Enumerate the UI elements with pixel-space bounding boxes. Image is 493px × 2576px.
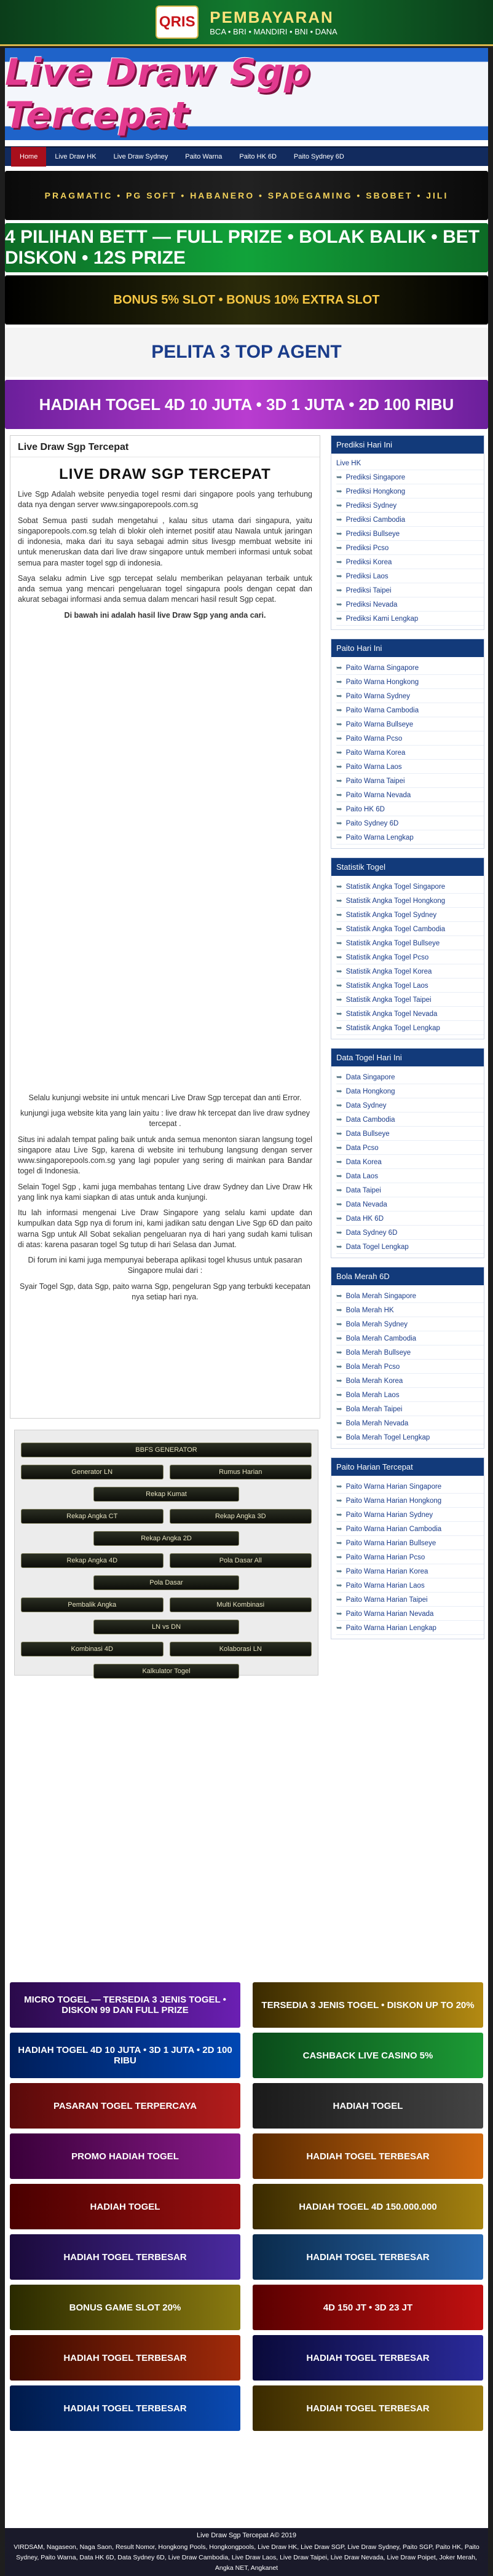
sidebar-link[interactable]: ➥ Data HK 6D [336,1211,484,1226]
bullet-icon: ➥ [336,1554,342,1561]
bullet-icon: ➥ [336,1377,342,1385]
sidebar-link[interactable]: ➥ Prediksi Cambodia [336,513,484,527]
sidebar-link[interactable]: ➥ Data Korea [336,1155,484,1169]
bullet-icon: ➥ [336,1483,342,1491]
article-p10: Di forum ini kami juga mempunyai beberapa aplikasi togel khusus untuk pasaran Singapore mulai dari : [28,1256,302,1275]
sidebar-link[interactable]: ➥ Paito Warna Harian Nevada [336,1607,484,1621]
bullet-icon: ➥ [336,601,342,609]
sidebar-link[interactable]: ➥ Paito Warna Nevada [336,788,484,802]
main-nav [5,146,488,166]
bullet-icon: ➥ [336,912,342,919]
site-title[interactable]: Live Draw Sgp Tercepat [5,51,311,137]
nav-home[interactable]: Home [11,147,46,167]
sidebar-link[interactable]: ➥ Prediksi Singapore [336,470,484,484]
sidebar-link[interactable]: ➥ Data Hongkong [336,1084,484,1098]
bullet-icon: ➥ [336,778,342,785]
bullet-icon: ➥ [336,488,342,495]
promo-banner[interactable]: HADIAH TOGEL TERBESAR [10,2335,240,2381]
sidebar-link[interactable]: ➥ Prediksi Laos [336,569,484,583]
promo-banner[interactable]: TERSEDIA 3 JENIS TOGEL • DISKON UP TO 20% [253,1982,483,2028]
promo-banner[interactable]: HADIAH TOGEL TERBESAR [253,2385,483,2431]
bullet-icon: ➥ [336,1102,342,1109]
nav-paito-warna[interactable]: Paito Warna [185,153,223,160]
bullet-icon: ➥ [336,735,342,742]
rekap-2d-button[interactable]: Rekap Angka 2D [93,1531,239,1546]
sidebar-link[interactable]: ➥ Statistik Angka Togel Taipei [336,993,484,1007]
sidebar-link[interactable]: ➥ Data Taipei [336,1183,484,1197]
payment-banks: BCA • BRI • MANDIRI • BNI • DANA [210,27,337,36]
sidebar-link[interactable]: ➥ Bola Merah Korea [336,1374,484,1388]
article-p4: Di bawah ini adalah hasil live Draw Sgp yang anda cari. [64,610,266,620]
bullet-icon: ➥ [336,664,342,672]
sidebar-link[interactable]: ➥ Statistik Angka Togel Cambodia [336,922,484,936]
widget-title: Paito Harian Tercepat [331,1458,484,1476]
bullet-icon: ➥ [336,1497,342,1505]
sidebar-link[interactable]: ➥ Paito Warna Harian Lengkap [336,1621,484,1635]
bullet-icon: ➥ [336,1201,342,1208]
bullet-icon: ➥ [336,820,342,827]
sidebar-link[interactable]: ➥ Paito Warna Bullseye [336,717,484,731]
bullet-icon: ➥ [336,693,342,700]
promo-banner[interactable]: HADIAH TOGEL TERBESAR [10,2234,240,2280]
banner-4-pilihan-bett[interactable]: 4 PILIHAN BETT — FULL PRIZE • BOLAK BALIK • BET DISKON • 12S PRIZE [5,223,488,272]
bullet-icon: ➥ [336,516,342,524]
kombinasi-4d-button[interactable]: Kombinasi 4D [21,1642,164,1656]
article-p1: Live Sgp Adalah website penyedia togel resmi dari singapore pools yang terhubung data nya dengan server www.singaporepools.com.sg [18,490,312,510]
bullet-icon: ➥ [336,834,342,841]
sidebar-link[interactable]: ➥ Paito Warna Singapore [336,661,484,675]
sidebar-link[interactable]: ➥ Bola Merah Taipei [336,1402,484,1416]
sidebar-link[interactable]: ➥ Statistik Angka Togel Singapore [336,880,484,894]
bullet-icon: ➥ [336,763,342,771]
article-p3: Saya selaku admin Live sgp tercepat selalu memberikan pelayanan terbaik untuk anda semua yang mencari pengeluaran togel singapura pools dengan cepat dan akurat sebagai informasi anda semua dalam mencari hasil result Sgp cepat. [18,573,312,604]
widget-title: Data Togel Hari Ini [331,1049,484,1066]
rekap-ct-button[interactable]: Rekap Angka CT [21,1509,164,1524]
promo-banner[interactable]: HADIAH TOGEL TERBESAR [10,2385,240,2431]
bullet-icon: ➥ [336,1307,342,1314]
promo-banner[interactable]: HADIAH TOGEL [10,2184,240,2229]
bullet-icon: ➥ [336,502,342,510]
sidebar-link[interactable]: ➥ Paito Warna Korea [336,746,484,760]
article-small-title: Live Draw Sgp Tercepat [10,436,320,457]
article-p6: kunjungi juga website kita yang lain yaitu : live draw hk tercepat dan live draw sydney tercepat . [20,1109,310,1128]
widget-title: Prediksi Hari Ini [331,436,484,454]
bullet-icon: ➥ [336,1187,342,1194]
promo-banner[interactable]: HADIAH TOGEL TERBESAR [253,2234,483,2280]
nav-live-draw-hk[interactable]: Live Draw HK [55,153,97,160]
bullet-icon: ➥ [336,1582,342,1589]
sidebar-link[interactable]: ➥ Paito Warna Harian Cambodia [336,1522,484,1536]
bullet-icon: ➥ [336,1144,342,1152]
bullet-icon: ➥ [336,940,342,947]
sidebar-link[interactable]: ➥ Bola Merah Bullseye [336,1345,484,1360]
sidebar-link[interactable]: ➥ Statistik Angka Togel Nevada [336,1007,484,1021]
article-heading: LIVE DRAW SGP TERCEPAT [59,466,271,483]
pola-dasar-all-button[interactable]: Pola Dasar All [170,1553,312,1568]
bullet-icon: ➥ [336,1420,342,1427]
article-p2: Sobat Semua pasti sudah mengetahui , kalau situs utama dari singapura, yaitu singaporepools.com.sg telah di blokir oleh internet positif atau Nawala untuk jaringan di indonesia, maka dari itu saya sebagai admin situs livesgp membuat website ini untuk meneruskan data dari live draw singapore untuk memberi informasi untuk sobat semua para master togel sgp di indonesia. [18,516,312,567]
bullet-icon: ➥ [336,559,342,566]
promo-banner[interactable]: HADIAH TOGEL TERBESAR [253,2133,483,2179]
banner-providers[interactable]: PRAGMATIC • PG SOFT • HABANERO • SPADEGAMING • SBOBET • JILI [5,171,488,220]
sidebar-link[interactable]: ➥ Paito Warna Sydney [336,689,484,703]
promo-banner[interactable]: MICRO TOGEL — TERSEDIA 3 JENIS TOGEL • DISKON 99 DAN FULL PRIZE [10,1982,240,2028]
banner-pelita[interactable]: PELITA 3 TOP AGENT [5,328,488,377]
bbfs-generator-button[interactable]: BBFS GENERATOR [21,1443,312,1457]
main-article [10,435,320,1419]
sidebar-link[interactable]: ➥ Data Bullseye [336,1127,484,1141]
article-p11: Syair Togel Sgp, data Sgp, paito warna Sgp, pengeluran Sgp yang terbukti kecepatan nya setiap hari nya. [19,1282,310,1301]
promo-banner[interactable]: PROMO HADIAH TOGEL [10,2133,240,2179]
article-p9: Itu lah informasi mengenai Live Draw Singapore yang selalu kami update dan kumpulkan data Sgp nya di forum ini, kami jadikan satu dengan Live Sgp 6D dan paito warna Sgp untuk All Sobat sekalian pengeluaran nya di hari yang sudah kami tulisan di atas: karena pasaran togel Sg tutup di hari Selasa dan Jumat. [18,1208,312,1249]
generator-ln-button[interactable]: Generator LN [21,1465,164,1479]
sidebar-link[interactable]: ➥ Data Cambodia [336,1113,484,1127]
bullet-icon: ➥ [336,1025,342,1032]
nav-paito-sydney-6d[interactable]: Paito Sydney 6D [293,153,344,160]
sidebar-link[interactable]: ➥ Prediksi Pcso [336,541,484,555]
site-footer [5,2528,488,2576]
bullet-icon: ➥ [336,1229,342,1237]
bullet-icon: ➥ [336,968,342,975]
bullet-icon: ➥ [336,1596,342,1604]
multi-kombinasi-button[interactable]: Multi Kombinasi [170,1597,312,1612]
bullet-icon: ➥ [336,982,342,990]
bullet-icon: ➥ [336,1406,342,1413]
sidebar-link[interactable]: ➥ Paito Warna Harian Bullseye [336,1536,484,1550]
sidebar-link[interactable]: ➥ Paito Warna Cambodia [336,703,484,717]
nav-paito-hk-6d[interactable]: Paito HK 6D [239,153,277,160]
article-p5: Selalu kunjungi website ini untuk mencari Live Draw Sgp tercepat dan anti Error. [28,1093,302,1102]
sidebar-link[interactable]: ➥ Paito Warna Harian Laos [336,1578,484,1593]
bullet-icon: ➥ [336,587,342,594]
live-draw-frame [10,626,320,1093]
sidebar-link[interactable]: ➥ Data Togel Lengkap [336,1240,484,1254]
promo-banner[interactable]: HADIAH TOGEL TERBESAR [253,2335,483,2381]
sidebar-link[interactable]: ➥ Paito Warna Taipei [336,774,484,788]
kalkulator-togel-button[interactable]: Kalkulator Togel [93,1664,239,1679]
sidebar-link[interactable]: ➥ Statistik Angka Togel Bullseye [336,936,484,950]
sidebar-link[interactable]: ➥ Paito Warna Harian Korea [336,1564,484,1578]
sidebar-link[interactable]: ➥ Bola Merah Laos [336,1388,484,1402]
bullet-icon: ➥ [336,1511,342,1519]
sidebar-link[interactable]: ➥ Bola Merah Togel Lengkap [336,1430,484,1444]
promo-banner[interactable]: 4D 150 JT • 3D 23 JT [253,2285,483,2330]
bullet-icon: ➥ [336,1173,342,1180]
bullet-icon: ➥ [336,883,342,891]
bullet-icon: ➥ [336,1349,342,1357]
sidebar-link[interactable]: ➥ Bola Merah Singapore [336,1289,484,1303]
promo-banner[interactable]: CASHBACK LIVE CASINO 5% [253,2033,483,2078]
sidebar-link[interactable]: ➥ Statistik Angka Togel Laos [336,979,484,993]
sidebar-link[interactable]: ➥ Bola Merah Sydney [336,1317,484,1331]
sidebar-link[interactable]: ➥ Statistik Angka Togel Pcso [336,950,484,964]
banner-bonus-slot[interactable]: BONUS 5% SLOT • BONUS 10% EXTRA SLOT [5,275,488,325]
bullet-icon: ➥ [336,1335,342,1342]
bullet-icon: ➥ [336,1010,342,1018]
sidebar-link[interactable]: Live HK [336,457,484,470]
promo-banner[interactable]: HADIAH TOGEL 4D 10 JUTA • 3D 1 JUTA • 2D 100 RIBU [10,2033,240,2078]
bullet-icon: ➥ [336,1159,342,1166]
promo-banner[interactable]: BONUS GAME SLOT 20% [10,2285,240,2330]
bullet-icon: ➥ [336,996,342,1004]
sidebar-link[interactable]: ➥ Data Pcso [336,1141,484,1155]
sidebar-link[interactable]: ➥ Data Nevada [336,1197,484,1211]
article-p7: Situs ini adalah tempat paling baik untuk anda semua menonton siaran langsung togel singapore atau Live Sgp, karena di website ini terhubung langsung dengan server www.singaporepools.com.sg yang lagi populer yang sering di mainkan para Bandar togel di Indonesia. [18,1135,312,1176]
page-container [5,48,488,2576]
payment-title: PEMBAYARAN [210,8,334,26]
sidebar-link[interactable]: ➥ Data Sydney [336,1098,484,1113]
bullet-icon: ➥ [336,1526,342,1533]
bullet-icon: ➥ [336,721,342,728]
site-header [5,48,488,140]
sidebar-link[interactable]: ➥ Paito Warna Harian Sydney [336,1508,484,1522]
bullet-icon: ➥ [336,707,342,714]
rumus-harian-button[interactable]: Rumus Harian [170,1465,312,1479]
togel-tools [14,1430,318,1676]
sidebar-link[interactable]: ➥ Bola Merah Pcso [336,1360,484,1374]
sidebar-link[interactable]: ➥ Prediksi Sydney [336,498,484,513]
bullet-icon: ➥ [336,615,342,623]
bullet-icon: ➥ [336,545,342,552]
sidebar-link[interactable]: ➥ Data Singapore [336,1070,484,1084]
sidebar-link[interactable]: ➥ Data Sydney 6D [336,1226,484,1240]
footer-links[interactable]: VIRDSAM, Nagaseon, Naga Saon, Result Nomor, Hongkong Pools, Hongkongpools, Live Draw HK, Live Draw SGP, Live Draw Sydney, Paito SGP, Paito HK, Paito Sydney, Paito Warna, Data HK 6D, Data Sydney 6D, Live Draw Cambodia, Live Draw Laos, Live Draw Taipei, Live Draw Nevada, Live Draw Poipet, Joker Merah, Angka NET, Angkanet [14,2543,479,2572]
sidebar-link[interactable]: ➥ Statistik Angka Togel Sydney [336,908,484,922]
widget-paito [331,639,484,849]
widget-prediksi [331,435,484,630]
bullet-icon: ➥ [336,1392,342,1399]
widget-bola-merah [331,1267,484,1449]
bullet-icon: ➥ [336,1088,342,1095]
sidebar-link[interactable]: ➥ Paito Warna Harian Singapore [336,1479,484,1494]
sidebar-link[interactable]: ➥ Statistik Angka Togel Korea [336,964,484,979]
sidebar-link[interactable]: ➥ Paito Warna Hongkong [336,675,484,689]
sidebar-link[interactable]: ➥ Paito Warna Pcso [336,731,484,746]
bullet-icon: ➥ [336,1243,342,1251]
widget-paito-harian [331,1457,484,1639]
sidebar-link[interactable]: ➥ Statistik Angka Togel Lengkap [336,1021,484,1035]
sidebar-link[interactable]: ➥ Paito HK 6D [336,802,484,816]
sidebar-link[interactable]: ➥ Paito Warna Laos [336,760,484,774]
bullet-icon: ➥ [336,1363,342,1371]
bullet-icon: ➥ [336,1568,342,1575]
promo-banner[interactable]: HADIAH TOGEL [253,2083,483,2129]
bullet-icon: ➥ [336,530,342,538]
qris-logo: QRIS [156,6,199,39]
bullet-icon: ➥ [336,474,342,481]
footer-copyright: Live Draw Sgp Tercepat A© 2019 [197,2532,296,2539]
sidebar-link[interactable]: ➥ Bola Merah Cambodia [336,1331,484,1345]
sidebar-link[interactable]: ➥ Prediksi Hongkong [336,484,484,498]
bullet-icon: ➥ [336,1540,342,1547]
bullet-icon: ➥ [336,749,342,757]
ln-vs-dn-button[interactable]: LN vs DN [93,1620,239,1634]
bullet-icon: ➥ [336,1074,342,1081]
sidebar-link[interactable]: ➥ Prediksi Korea [336,555,484,569]
bullet-icon: ➥ [336,1321,342,1328]
sidebar-link[interactable]: ➥ Prediksi Nevada [336,597,484,612]
widget-title: Bola Merah 6D [331,1267,484,1285]
banner-hadiah-togel[interactable]: HADIAH TOGEL 4D 10 JUTA • 3D 1 JUTA • 2D 100 RIBU [5,380,488,429]
bullet-icon: ➥ [336,1434,342,1441]
sidebar-link[interactable]: ➥ Bola Merah Nevada [336,1416,484,1430]
bullet-icon: ➥ [336,1625,342,1632]
bullet-icon: ➥ [336,1293,342,1300]
rekap-3d-button[interactable]: Rekap Angka 3D [170,1509,312,1524]
bullet-icon: ➥ [336,954,342,961]
bullet-icon: ➥ [336,1130,342,1138]
sidebar-link[interactable]: ➥ Paito Warna Harian Pcso [336,1550,484,1564]
sidebar-link[interactable]: ➥ Paito Sydney 6D [336,816,484,830]
sidebar-link[interactable]: ➥ Prediksi Bullseye [336,527,484,541]
promo-banner[interactable]: HADIAH TOGEL 4D 150.000.000 [253,2184,483,2229]
sidebar-link[interactable]: ➥ Paito Warna Lengkap [336,830,484,845]
sidebar-link[interactable]: ➥ Paito Warna Harian Hongkong [336,1494,484,1508]
bullet-icon: ➥ [336,806,342,813]
bullet-icon: ➥ [336,1610,342,1618]
bullet-icon: ➥ [336,679,342,686]
bullet-icon: ➥ [336,897,342,905]
rekap-4d-button[interactable]: Rekap Angka 4D [21,1553,164,1568]
bullet-icon: ➥ [336,573,342,580]
sidebar-link[interactable]: ➥ Data Laos [336,1169,484,1183]
bullet-icon: ➥ [336,1215,342,1223]
bullet-icon: ➥ [336,1116,342,1124]
widget-title: Statistik Togel [331,858,484,876]
widget-statistik [331,857,484,1039]
widget-title: Paito Hari Ini [331,639,484,657]
sidebar-link[interactable]: ➥ Statistik Angka Togel Hongkong [336,894,484,908]
top-promo-strip[interactable] [0,0,493,46]
kolaborasi-ln-button[interactable]: Kolaborasi LN [170,1642,312,1656]
sidebar [331,435,484,1648]
sidebar-link[interactable]: ➥ Paito Warna Harian Taipei [336,1593,484,1607]
bullet-icon: ➥ [336,792,342,799]
bullet-icon: ➥ [336,926,342,933]
rekap-kumat-button[interactable]: Rekap Kumat [93,1487,239,1502]
sidebar-link[interactable]: ➥ Prediksi Kami Lengkap [336,612,484,626]
article-p8: Selain Togel Sgp , kami juga membahas tentang Live draw Sydney dan Live Draw Hk yang link nya kami siapkan di atas untuk anda kunjungi. [18,1182,312,1202]
pembalik-angka-button[interactable]: Pembalik Angka [21,1597,164,1612]
sidebar-link[interactable]: ➥ Bola Merah HK [336,1303,484,1317]
promo-banner[interactable]: PASARAN TOGEL TERPERCAYA [10,2083,240,2129]
widget-data-togel [331,1048,484,1258]
sidebar-link[interactable]: ➥ Prediksi Taipei [336,583,484,597]
pola-dasar-button[interactable]: Pola Dasar [93,1575,239,1590]
nav-live-draw-sydney[interactable]: Live Draw Sydney [113,153,168,160]
